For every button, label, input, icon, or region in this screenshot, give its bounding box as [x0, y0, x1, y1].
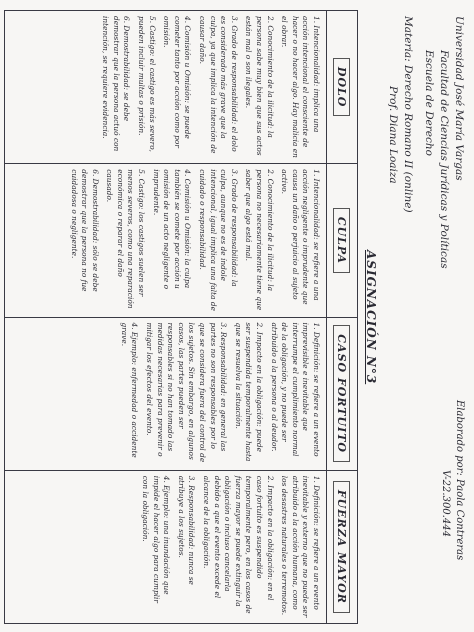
list-item: 2. Conocimiento de la ilicitud: la persona no necesariamente tiene que saber que algo está mal.	[244, 169, 275, 311]
list-item: 1. Intencionalidad: se refiere a una acción negligente o imprudente que causa un daño o perjuicio al sujeto activo.	[280, 169, 321, 305]
list-item: 4. Ejemplo: una inundación que impide el hacer algo para cumplir con la obligación.	[141, 475, 172, 603]
column-header	[326, 11, 357, 163]
column-title: CULPA	[334, 208, 351, 273]
school-name: Escuela de Derecho	[423, 50, 435, 156]
list-item: 3. Responsabilidad: nunca se atribuye a los sujetos.	[176, 475, 197, 585]
list-item: 4. Ejemplo: enfermedad o accidente grave.	[119, 322, 140, 458]
column-header	[326, 164, 357, 316]
list-item: 2. Impacto en la obligación: puede ser suspendida temporalmente hasta que se resuelva la situación.	[233, 322, 265, 462]
list-item: 6. Demostrabilidad: se debe demostrar que la persona actuó con intención, se requiere evidencia.	[101, 16, 132, 152]
column-body	[91, 11, 326, 163]
professor-name: Prof. Diana Loaiza	[387, 86, 399, 184]
author-name: Elaborado por: Paola Contreras	[454, 400, 465, 561]
column-header	[326, 471, 357, 623]
column-title: CASO FORTUITO	[334, 325, 351, 462]
list-item: 2. Conocimiento de la ilicitud: la persona sabe muy bien que sus actos están mal o son ilegales.	[244, 16, 275, 156]
list-item: 1. Definición: se refiere a un evento inevitable y externo que no puede ser atribuido a la acción humana, como los desastres naturales o terremotos.	[280, 475, 321, 618]
list-item: 1. Intencionalidad: implica una acción intencional el consciente de hacer o no hacer algo. Hay malicia en el obrar.	[280, 16, 321, 158]
author-id: V-22.300.444	[440, 470, 451, 537]
list-item: 4. Comisión u Omisión: se puede cometer tanto por acción como por omisión.	[162, 16, 193, 148]
list-item: 4. Comisión u Omisión: la culpa también se comete por acción u omisión de un acto negligente o imprudente.	[151, 169, 193, 290]
course-name: Materia: Derecho Romano II (online)	[402, 16, 414, 213]
table-column	[5, 471, 357, 623]
table-column	[5, 164, 357, 317]
table-column	[5, 318, 357, 471]
list-item: 3. Responsabilidad: en general las partes no son responsables por lo que se considera fuera del control de los sujetos. Sin embargo, en algunos casos, las partes pueden ser responsables si no han tomado las medidas necesarias para prevenir o mitigar los efectos del evento.	[145, 322, 229, 463]
faculty-name: Facultad de Ciencias Jurídicas y Políticas	[438, 50, 450, 269]
table-column	[5, 11, 357, 164]
list-item: 6. Demostrabilidad: sólo se debe demostrar que la persona no fue cuidadosa o negligente.	[69, 169, 100, 292]
column-header	[326, 318, 357, 470]
column-title: FUERZA MAYOR	[334, 481, 351, 613]
comparison-table	[4, 10, 358, 624]
list-item: 2. Impacto en la obligación: en el caso fortuito es suspendido temporalmente pero, en los casos de fuerza mayor se puede extinguir la obligación o incluso cancelarla debido a que el evento excede el alcance de la obligación.	[202, 475, 275, 614]
column-body	[131, 471, 327, 623]
column-body	[109, 318, 326, 470]
list-item: 5. Castigo: los castigos suelen ser menos severos, como una reparación económica o reparar el daño causado.	[105, 169, 147, 309]
assignment-title: ASIGNACIÓN N°3	[364, 250, 378, 385]
column-body	[59, 164, 326, 316]
list-item: 3. Grado de responsabilidad: el dolo es considerado más grave que la culpa, ya que implica la intención de causar daño.	[198, 16, 239, 154]
university-name: Universidad José María Vargas	[453, 16, 465, 181]
column-title: DOLO	[334, 58, 351, 116]
list-item: 3. Grado de responsabilidad: la culpa, aunque no es de índole intencional, igual implica una falta de cuidado o responsabilidad.	[198, 169, 239, 311]
list-item: 1. Definición: se refiere a un evento imprevisible e inevitable que interrumpe el cumplimiento normal de la obligación, y no puede ser atribuido a la persona o al deudor.	[269, 322, 321, 457]
author-block	[438, 400, 466, 620]
list-item: 5. Castigo: el castigo es más severo, pueden incluir multas o prisión.	[137, 16, 157, 153]
